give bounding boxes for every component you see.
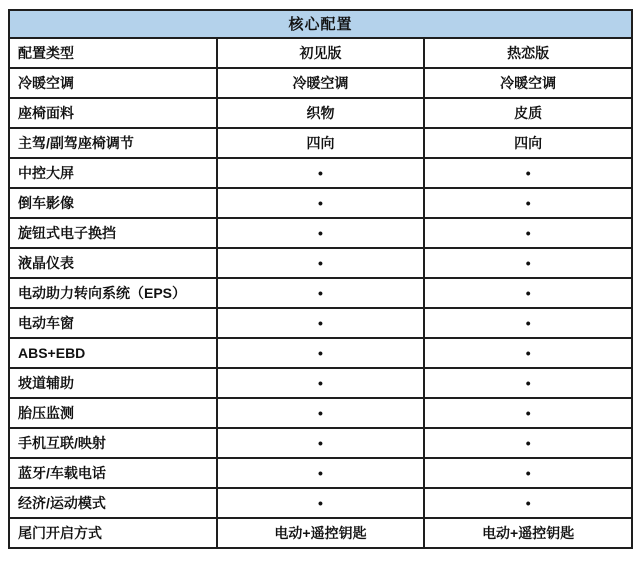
table-row [9, 368, 632, 398]
feature-value: • [424, 338, 632, 368]
feature-value: • [424, 488, 632, 518]
table-row [9, 308, 632, 338]
table-row [9, 398, 632, 428]
table-row [9, 188, 632, 218]
feature-label: 液晶仪表 [9, 248, 217, 278]
feature-value: • [217, 308, 425, 338]
table-row [9, 338, 632, 368]
feature-value: • [217, 218, 425, 248]
feature-value: • [424, 458, 632, 488]
feature-value: • [424, 428, 632, 458]
feature-label: 冷暖空调 [9, 68, 217, 98]
table-row [9, 458, 632, 488]
feature-value: • [424, 158, 632, 188]
feature-label: ABS+EBD [9, 338, 217, 368]
feature-value: • [217, 398, 425, 428]
feature-value: • [217, 158, 425, 188]
feature-value: 织物 [217, 98, 425, 128]
feature-value: • [424, 398, 632, 428]
feature-value: • [424, 218, 632, 248]
table-body [9, 68, 632, 548]
feature-value: 冷暖空调 [424, 68, 632, 98]
feature-value: • [217, 188, 425, 218]
table-row [9, 428, 632, 458]
spec-comparison-table [8, 9, 633, 549]
feature-value: • [217, 368, 425, 398]
table-row [9, 158, 632, 188]
feature-label: 电动车窗 [9, 308, 217, 338]
feature-label: 主驾/副驾座椅调节 [9, 128, 217, 158]
feature-value: 电动+遥控钥匙 [424, 518, 632, 548]
feature-label: 胎压监测 [9, 398, 217, 428]
feature-value: 皮质 [424, 98, 632, 128]
feature-label: 手机互联/映射 [9, 428, 217, 458]
feature-label: 尾门开启方式 [9, 518, 217, 548]
column-header-config-type: 配置类型 [9, 38, 217, 68]
feature-value: • [217, 248, 425, 278]
feature-label: 座椅面料 [9, 98, 217, 128]
feature-value: 四向 [217, 128, 425, 158]
feature-label: 蓝牙/车载电话 [9, 458, 217, 488]
feature-value: • [424, 248, 632, 278]
table-row [9, 248, 632, 278]
table-row [9, 68, 632, 98]
feature-value: • [424, 278, 632, 308]
feature-value: 冷暖空调 [217, 68, 425, 98]
feature-label: 经济/运动模式 [9, 488, 217, 518]
feature-label: 中控大屏 [9, 158, 217, 188]
table-row [9, 518, 632, 548]
column-header-trim-relian: 热恋版 [424, 38, 632, 68]
feature-value: 四向 [424, 128, 632, 158]
feature-value: • [217, 428, 425, 458]
table-row [9, 488, 632, 518]
table-row [9, 128, 632, 158]
feature-label: 电动助力转向系统（EPS） [9, 278, 217, 308]
feature-value: • [217, 278, 425, 308]
feature-label: 旋钮式电子换挡 [9, 218, 217, 248]
table-row [9, 218, 632, 248]
table-row [9, 278, 632, 308]
feature-label: 倒车影像 [9, 188, 217, 218]
feature-value: • [424, 368, 632, 398]
feature-value: • [217, 338, 425, 368]
column-header-row [9, 38, 632, 68]
table-row [9, 98, 632, 128]
feature-value: • [217, 488, 425, 518]
feature-value: • [424, 188, 632, 218]
feature-value: 电动+遥控钥匙 [217, 518, 425, 548]
feature-value: • [424, 308, 632, 338]
feature-value: • [217, 458, 425, 488]
column-header-trim-chujian: 初见版 [217, 38, 425, 68]
feature-label: 坡道辅助 [9, 368, 217, 398]
table-title-row [9, 10, 632, 38]
table-title: 核心配置 [9, 10, 632, 38]
